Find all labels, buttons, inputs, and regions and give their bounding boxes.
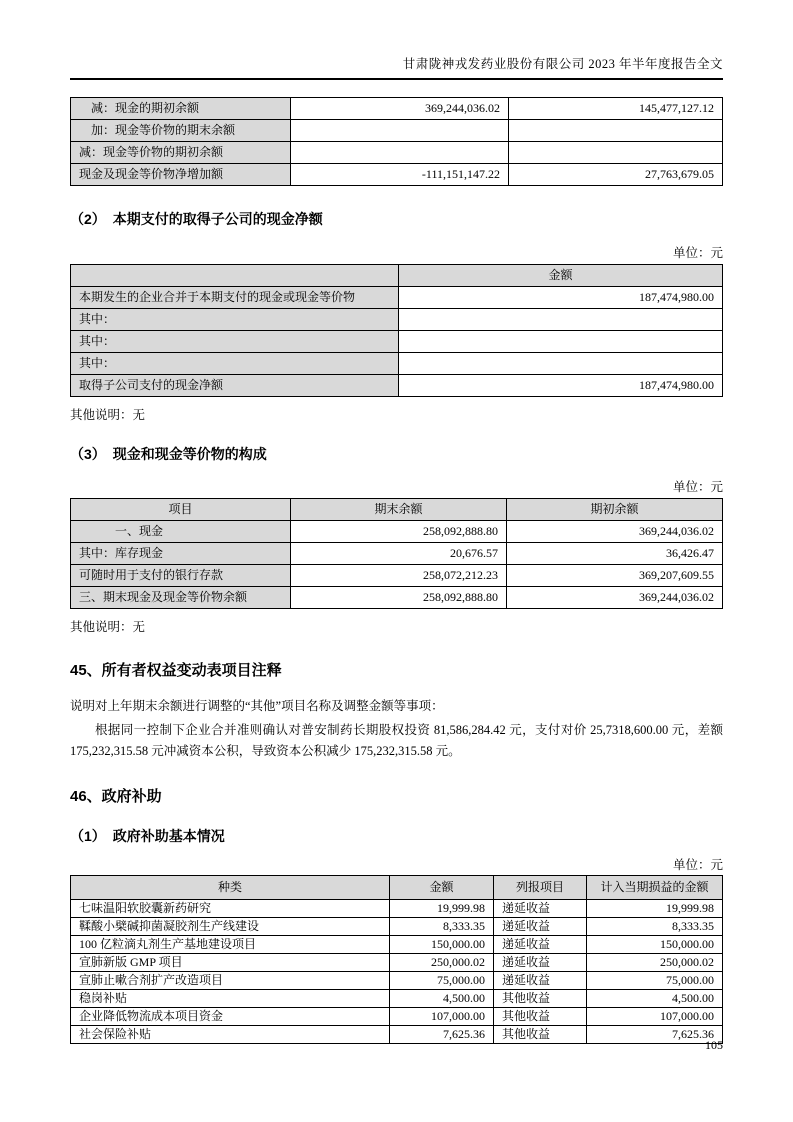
section-heading-cash-composition: （3） 现金和现金等价物的构成 — [70, 446, 267, 462]
table-cell: 7,625.36 — [390, 1026, 494, 1044]
table-cell — [291, 142, 509, 164]
column-header: 期初余额 — [507, 499, 723, 521]
table-row — [71, 990, 723, 1008]
table-cell: 其中：库存现金 — [71, 543, 291, 565]
table-cell — [399, 353, 723, 375]
column-header — [71, 265, 399, 287]
table-row — [71, 936, 723, 954]
table-cell: 8,333.35 — [390, 918, 494, 936]
section-heading-equity-notes: 45、所有者权益变动表项目注释 — [70, 662, 282, 679]
table-row — [71, 120, 723, 142]
table-cell: 递延收益 — [494, 936, 587, 954]
table-cell: -111,151,147.22 — [291, 164, 509, 186]
table-cell: 递延收益 — [494, 954, 587, 972]
table-cell: 稳岗补贴 — [71, 990, 390, 1008]
table-cell: 107,000.00 — [587, 1008, 723, 1026]
table-row — [71, 142, 723, 164]
table-cell: 其中： — [71, 331, 399, 353]
table-cell: 其他收益 — [494, 1008, 587, 1026]
table-header-row — [71, 876, 723, 900]
table-cell: 27,763,679.05 — [509, 164, 723, 186]
table-cell: 三、期末现金及现金等价物余额 — [71, 587, 291, 609]
table-cell: 369,207,609.55 — [507, 565, 723, 587]
table-cell: 187,474,980.00 — [399, 375, 723, 397]
table-cell: 145,477,127.12 — [509, 98, 723, 120]
table-row — [71, 954, 723, 972]
table-cell: 本期发生的企业合并于本期支付的现金或现金等价物 — [71, 287, 399, 309]
table-cell: 8,333.35 — [587, 918, 723, 936]
table-cell: 社会保险补贴 — [71, 1026, 390, 1044]
table-row — [71, 972, 723, 990]
table-cell: 107,000.00 — [390, 1008, 494, 1026]
unit-label: 单位：元 — [672, 858, 723, 872]
table-cell: 19,999.98 — [587, 900, 723, 918]
table-cell: 100 亿粒滴丸剂生产基地建设项目 — [71, 936, 390, 954]
table-cell: 75,000.00 — [390, 972, 494, 990]
table-cell: 7,625.36 — [587, 1026, 723, 1044]
table-cell: 19,999.98 — [390, 900, 494, 918]
table-cell: 可随时用于支付的银行存款 — [71, 565, 291, 587]
table-header-row — [71, 499, 723, 521]
table-row — [71, 1008, 723, 1026]
table-cell: 4,500.00 — [390, 990, 494, 1008]
table-cell: 250,000.02 — [587, 954, 723, 972]
column-header: 计入当期损益的金额 — [587, 876, 723, 900]
table-cell: 企业降低物流成本项目资金 — [71, 1008, 390, 1026]
table-row — [71, 521, 723, 543]
table-cell: 宣肺新版 GMP 项目 — [71, 954, 390, 972]
table-row — [71, 164, 723, 186]
other-note: 其他说明：无 — [70, 620, 146, 634]
table-cell: 减：现金等价物的期初余额 — [71, 142, 291, 164]
equity-notes-detail: 根据同一控制下企业合并准则确认对普安制药长期股权投资 81,586,284.42 元，支付对价 25,7318,600.00 元，差额 175,232,315.58 元冲减资本公积，导致资本公积减少 175,232,315.58 元。 — [70, 723, 723, 758]
table-cell — [509, 120, 723, 142]
table-cell — [399, 309, 723, 331]
section-heading-government-grants: 46、政府补助 — [70, 788, 162, 805]
table-cell: 七味温阳软胶囊新药研究 — [71, 900, 390, 918]
table-cell: 258,092,888.80 — [291, 587, 507, 609]
table-cell: 258,092,888.80 — [291, 521, 507, 543]
table-row — [71, 353, 723, 375]
table-cell: 取得子公司支付的现金净额 — [71, 375, 399, 397]
column-header: 金额 — [390, 876, 494, 900]
table-cell: 187,474,980.00 — [399, 287, 723, 309]
table-row — [71, 98, 723, 120]
section-heading-subsidiary-cash: （2） 本期支付的取得子公司的现金净额 — [70, 211, 323, 227]
table-row — [71, 543, 723, 565]
unit-label: 单位：元 — [672, 246, 723, 260]
table-cell: 其他收益 — [494, 990, 587, 1008]
table-cell: 递延收益 — [494, 900, 587, 918]
table-row — [71, 587, 723, 609]
table-cell: 75,000.00 — [587, 972, 723, 990]
table-cell: 一、现金 — [71, 521, 291, 543]
table-row — [71, 331, 723, 353]
table-cell: 258,072,212.23 — [291, 565, 507, 587]
table-cell: 现金及现金等价物净增加额 — [71, 164, 291, 186]
column-header: 种类 — [71, 876, 390, 900]
table-row — [71, 375, 723, 397]
other-note: 其他说明：无 — [70, 408, 146, 422]
column-header: 列报项目 — [494, 876, 587, 900]
table-cell: 250,000.02 — [390, 954, 494, 972]
table-cell: 150,000.00 — [390, 936, 494, 954]
column-header: 金额 — [399, 265, 723, 287]
column-header: 项目 — [71, 499, 291, 521]
cash-composition-table — [70, 498, 723, 609]
equity-notes-intro: 说明对上年期末余额进行调整的“其他”项目名称及调整金额等事项： — [70, 699, 444, 713]
table-cell — [399, 331, 723, 353]
report-header-title: 甘肃陇神戎发药业股份有限公司 2023 年半年度报告全文 — [70, 56, 723, 80]
column-header: 期末余额 — [291, 499, 507, 521]
table-cell: 其他收益 — [494, 1026, 587, 1044]
table-cell: 369,244,036.02 — [291, 98, 509, 120]
table-cell: 其中： — [71, 309, 399, 331]
table-row — [71, 918, 723, 936]
table-cell: 369,244,036.02 — [507, 521, 723, 543]
table-row — [71, 287, 723, 309]
table-cell: 递延收益 — [494, 918, 587, 936]
subsidiary-cash-table — [70, 264, 723, 397]
unit-label: 单位：元 — [672, 480, 723, 494]
table-cell — [291, 120, 509, 142]
table-cell: 加：现金等价物的期末余额 — [71, 120, 291, 142]
subsection-heading-grant-basics: （1） 政府补助基本情况 — [70, 828, 225, 844]
page-number: 105 — [705, 1038, 723, 1052]
table-cell: 369,244,036.02 — [507, 587, 723, 609]
table-cell: 4,500.00 — [587, 990, 723, 1008]
table-cell: 减：现金的期初余额 — [71, 98, 291, 120]
table-cell: 鞣酸小檗碱抑菌凝胶剂生产线建设 — [71, 918, 390, 936]
table-cell: 递延收益 — [494, 972, 587, 990]
table-row — [71, 900, 723, 918]
table-row — [71, 1026, 723, 1044]
table-cell: 150,000.00 — [587, 936, 723, 954]
table-cell: 36,426.47 — [507, 543, 723, 565]
table-row — [71, 565, 723, 587]
table-row — [71, 309, 723, 331]
table-cell: 宣肺止嗽合剂扩产改造项目 — [71, 972, 390, 990]
table-header-row — [71, 265, 723, 287]
cash-flow-continuation-table — [70, 97, 723, 186]
government-grants-table — [70, 875, 723, 1044]
table-cell: 20,676.57 — [291, 543, 507, 565]
table-cell: 其中： — [71, 353, 399, 375]
table-cell — [509, 142, 723, 164]
